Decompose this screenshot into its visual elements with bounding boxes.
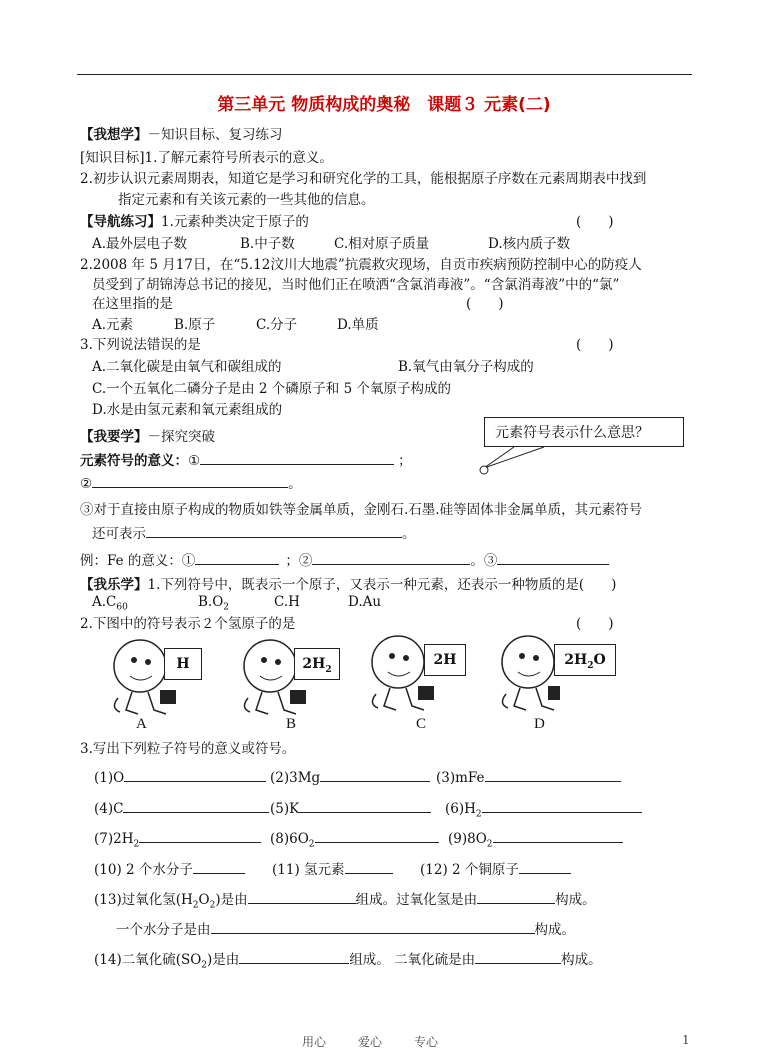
q1-option-c: C.相对原子质量 xyxy=(334,236,430,252)
item-7: $(7)2H_2$ xyxy=(94,828,261,850)
blank xyxy=(139,828,261,843)
q3-stem: 3.下列说法错误的是 xyxy=(80,337,201,353)
answer-paren-q2: ( ) xyxy=(466,296,504,312)
fig-label-d: D xyxy=(534,716,545,732)
s4-q1-option-d: D.Au xyxy=(348,594,382,610)
section-head-4: 【我乐学】1.下列符号中，既表示一个原子，又表示一种元素，还表示一种物质的是( ) xyxy=(80,577,617,593)
item-5: (5)K xyxy=(270,798,431,817)
fe-example-line: 例：Fe 的意义：① ；② 。③ xyxy=(80,549,609,569)
q3-option-a: A.二氧化碳是由氧气和碳组成的 xyxy=(92,359,282,375)
q2-option-c: C.分子 xyxy=(256,317,298,333)
page-title: 第三单元 物质构成的奥秘 课题３ 元素(二) xyxy=(217,95,551,115)
fig-label-a: A xyxy=(136,716,147,732)
q1-option-d: D.核内质子数 xyxy=(488,236,571,252)
blank xyxy=(315,828,439,843)
symbol-meaning-line-3a: ③对于直接由原子构成的物质如铁等金属单质，金刚石.石墨.硅等固体非金属单质，其元素符号 xyxy=(80,502,643,518)
q1-option-b: B.中子数 xyxy=(240,236,295,252)
blank xyxy=(211,919,535,934)
fig-box-b: $2H_2$ xyxy=(294,648,340,680)
blank xyxy=(482,798,642,813)
item-1: (1)O xyxy=(94,767,266,786)
blank xyxy=(485,767,621,782)
section-head-1: 【我想学】－知识目标、复习练习 xyxy=(80,127,283,143)
q3-option-d: D.水是由氢元素和氧元素组成的 xyxy=(92,402,283,418)
blank xyxy=(475,949,561,964)
blank xyxy=(345,859,393,874)
blank xyxy=(124,767,266,782)
footer-text-3: 专心 xyxy=(414,1035,439,1049)
item-11: (11) 氢元素 xyxy=(272,858,393,878)
blank xyxy=(320,767,430,782)
item-12: (12) 2 个铜原子 xyxy=(420,858,571,878)
section-head-3: 【我要学】－探究突破 xyxy=(80,429,215,445)
answer-paren-q1: ( ) xyxy=(576,214,614,230)
top-rule xyxy=(77,74,692,75)
footer-text-2: 爱心 xyxy=(358,1035,383,1049)
item-9: $(9)8O_2$ xyxy=(448,828,623,850)
blank xyxy=(497,550,609,565)
symbol-meaning-line-2: ② 。 xyxy=(80,472,302,492)
blank xyxy=(477,889,555,904)
fig-label-c: C xyxy=(416,716,427,732)
blank xyxy=(123,798,269,813)
blank xyxy=(92,473,288,488)
q2-option-a: A.元素 xyxy=(92,317,134,333)
symbol-meaning-line-3b: 还可表示 。 xyxy=(92,522,416,542)
blank xyxy=(193,859,245,874)
q3-option-b: B.氧气由氧分子构成的 xyxy=(398,359,534,375)
blank xyxy=(200,450,394,465)
s4-q1-option-c: C.H xyxy=(274,594,300,610)
q2-line-a: 2.2008 年 5 月17日，在“5.12汶川大地震”抗震救灾现场，自贡市疾病预防控制中心的防疫人 xyxy=(80,257,642,273)
item-4: (4)C xyxy=(94,798,269,817)
section-head-2: 【导航练习】1.元素种类决定于原子的 xyxy=(80,214,309,230)
character-d-icon xyxy=(502,636,560,710)
item-3: (3)mFe xyxy=(436,767,621,786)
blank xyxy=(519,859,571,874)
blank xyxy=(146,523,402,538)
answer-paren-s4q2: ( ) xyxy=(576,616,614,632)
item-6: $(6)H_2$ xyxy=(445,798,642,820)
fig-box-d: $2H_2O$ xyxy=(554,644,616,676)
item-2: (2)3Mg xyxy=(270,767,430,786)
goal-line-2a: 2.初步认识元素周期表，知道它是学习和研究化学的工具，能根据原子序数在元素周期表中找到 xyxy=(80,171,647,187)
footer-text-1: 用心 xyxy=(302,1035,327,1049)
item-13b: 一个水分子是由 构成。 xyxy=(116,918,575,938)
q2-line-b: 员受到了胡锦涛总书记的接见，当时他们正在喷洒“含氯消毒液”。“含氯消毒液”中的“氯” xyxy=(92,277,620,293)
blank xyxy=(248,889,356,904)
blank xyxy=(239,949,349,964)
s4-q3-stem: 3.写出下列粒子符号的意义或符号。 xyxy=(80,741,296,757)
blank xyxy=(195,550,279,565)
item-8: $(8)6O_2$ xyxy=(270,828,439,850)
item-10: (10) 2 个水分子 xyxy=(94,858,245,878)
fig-box-a: H xyxy=(164,648,202,680)
fig-box-c: 2H xyxy=(424,644,466,676)
blank xyxy=(312,550,470,565)
page-number: 1 xyxy=(682,1033,690,1047)
blank xyxy=(493,828,623,843)
q2-option-b: B.原子 xyxy=(174,317,216,333)
item-14: (14)二氧化硫$(SO_2)$是由 组成。 二氧化硫是由 构成。 xyxy=(94,948,602,971)
q3-option-c: C.一个五氧化二磷分子是由 2 个磷原子和 5 个氧原子构成的 xyxy=(92,381,451,397)
s4-q1-option-b: $B.O_2$ xyxy=(198,594,230,613)
q2-line-c: 在这里指的是 xyxy=(92,296,173,312)
item-13a: (13)过氧化氢$(H_2O_2)$是由 组成。过氧化氢是由 构成。 xyxy=(94,888,596,911)
answer-paren-q3: ( ) xyxy=(576,337,614,353)
symbol-meaning-line-1: 元素符号的意义：① ； xyxy=(80,449,412,469)
q2-option-d: D.单质 xyxy=(337,317,379,333)
s4-q1-option-a: $A.C_{60}$ xyxy=(92,594,128,613)
goal-line-2b: 指定元素和有关该元素的一些其他的信息。 xyxy=(118,192,375,208)
bubble-tail-icon xyxy=(474,446,564,476)
s4-q2-stem: 2.下图中的符号表示２个氢原子的是 xyxy=(80,616,296,632)
fig-label-b: B xyxy=(286,716,297,732)
thought-bubble: 元素符号表示什么意思？ xyxy=(484,417,684,447)
goal-line-1: [知识目标]1.了解元素符号所表示的意义。 xyxy=(80,150,333,166)
blank xyxy=(299,798,431,813)
q1-option-a: A.最外层电子数 xyxy=(92,236,188,252)
